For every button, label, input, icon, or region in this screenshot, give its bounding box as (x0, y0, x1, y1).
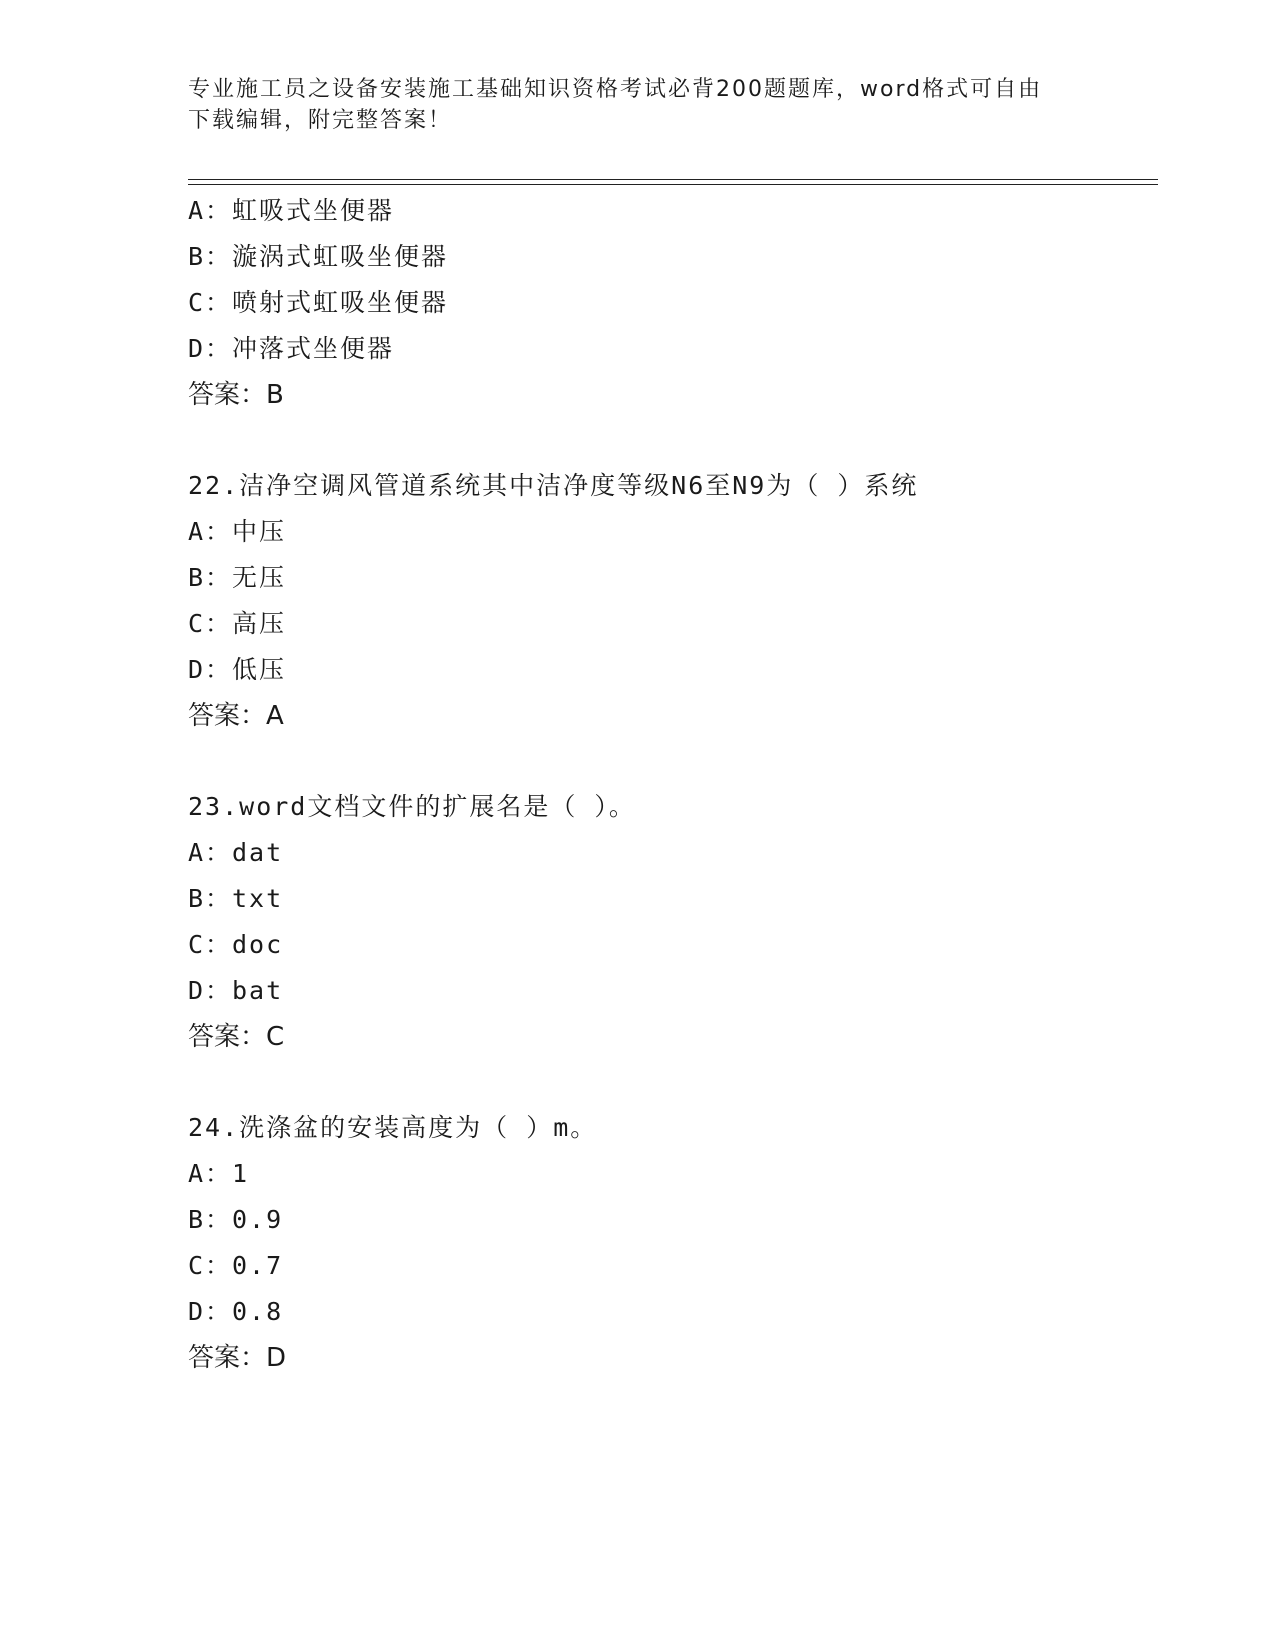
option-d (188, 1289, 1158, 1335)
option-c (188, 922, 1158, 968)
question-block-22 (188, 463, 1158, 739)
option-text: 0.9 (232, 1205, 284, 1234)
option-text: 无压 (232, 563, 287, 592)
option-d (188, 968, 1158, 1014)
header-rule-top (188, 179, 1158, 180)
option-label: C： (188, 1251, 233, 1280)
option-c (188, 1243, 1158, 1289)
option-d (188, 326, 1158, 372)
option-text: 冲落式坐便器 (232, 334, 395, 363)
option-a (188, 509, 1158, 555)
option-label: A： (188, 1159, 233, 1188)
option-label: B： (188, 563, 233, 592)
option-text: bat (232, 976, 284, 1005)
option-text: doc (232, 930, 284, 959)
option-label: C： (188, 609, 233, 638)
option-c (188, 280, 1158, 326)
option-label: D： (188, 976, 233, 1005)
option-label: D： (188, 1297, 233, 1326)
option-label: A： (188, 517, 233, 546)
option-label: D： (188, 334, 233, 363)
question-list (188, 188, 1158, 1426)
option-b (188, 876, 1158, 922)
document-header (188, 74, 1068, 136)
question-text: 22.洁净空调风管道系统其中洁净度等级N6至N9为（ ）系统 (188, 471, 919, 500)
option-label: C： (188, 930, 233, 959)
question-block-24 (188, 1105, 1158, 1381)
option-text: 漩涡式虹吸坐便器 (232, 242, 449, 271)
header-line-1: 专业施工员之设备安装施工基础知识资格考试必背200题题库，word格式可自由 (188, 77, 1043, 102)
header-line-2: 下载编辑，附完整答案！ (188, 108, 453, 133)
option-text: 喷射式虹吸坐便器 (232, 288, 449, 317)
question-block-23 (188, 784, 1158, 1060)
question-text: 24.洗涤盆的安装高度为（ ）m。 (188, 1113, 598, 1142)
option-label: C： (188, 288, 233, 317)
question-text: 23.word文档文件的扩展名是（ ）。 (188, 792, 636, 821)
option-label: B： (188, 242, 233, 271)
option-text: 虹吸式坐便器 (232, 196, 395, 225)
option-c (188, 601, 1158, 647)
option-b (188, 1197, 1158, 1243)
option-label: A： (188, 838, 233, 867)
option-a (188, 830, 1158, 876)
option-text: 高压 (232, 609, 287, 638)
option-text: 0.7 (232, 1251, 284, 1280)
option-text: 低压 (232, 655, 287, 684)
answer-line: 答案：C (188, 1022, 285, 1052)
option-label: B： (188, 1205, 233, 1234)
option-text: txt (232, 884, 284, 913)
option-text: 1 (232, 1159, 250, 1188)
answer-line: 答案：D (188, 1343, 287, 1373)
question-block-21 (188, 188, 1158, 418)
answer-line: 答案：B (188, 380, 284, 410)
header-rule-bottom (188, 184, 1158, 185)
option-label: A： (188, 196, 233, 225)
option-text: 中压 (232, 517, 287, 546)
option-a (188, 1151, 1158, 1197)
option-label: D： (188, 655, 233, 684)
option-label: B： (188, 884, 233, 913)
option-text: 0.8 (232, 1297, 284, 1326)
answer-line: 答案：A (188, 701, 284, 731)
option-b (188, 555, 1158, 601)
option-b (188, 234, 1158, 280)
option-d (188, 647, 1158, 693)
option-text: dat (232, 838, 284, 867)
option-a (188, 188, 1158, 234)
